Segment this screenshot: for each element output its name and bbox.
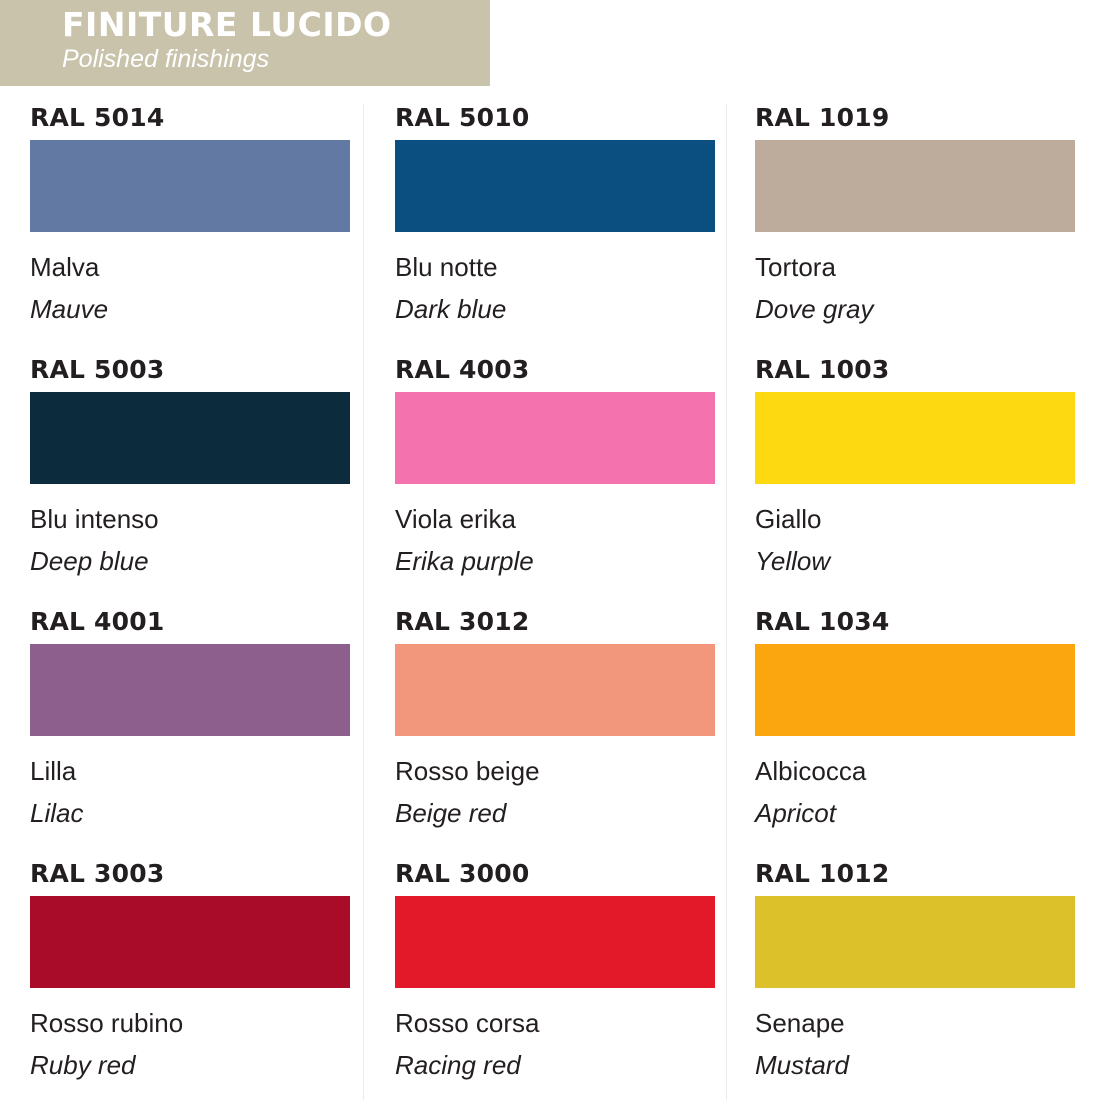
color-name-it: Albicocca xyxy=(755,756,867,786)
color-name-en: Dark blue xyxy=(395,294,507,324)
ral-code: RAL 4001 xyxy=(30,607,165,636)
swatch-card[interactable] xyxy=(363,608,726,860)
color-name-it: Blu intenso xyxy=(30,504,159,534)
swatch-card[interactable] xyxy=(726,608,1100,860)
color-name-it: Rosso corsa xyxy=(395,1008,540,1038)
color-name-en: Deep blue xyxy=(30,546,149,576)
color-name-en: Ruby red xyxy=(30,1050,136,1080)
ral-code: RAL 1003 xyxy=(755,355,890,384)
ral-code: RAL 1019 xyxy=(755,103,890,132)
swatch-card[interactable] xyxy=(0,356,363,608)
color-name-it: Rosso rubino xyxy=(30,1008,184,1038)
color-swatch-grid xyxy=(0,104,1100,1112)
color-swatch xyxy=(30,140,350,232)
color-swatch xyxy=(395,896,715,988)
color-name-it: Giallo xyxy=(755,504,822,534)
color-name-it: Blu notte xyxy=(395,252,498,282)
swatch-card[interactable] xyxy=(726,104,1100,356)
color-name-en: Beige red xyxy=(395,798,507,828)
ral-code: RAL 3012 xyxy=(395,607,530,636)
color-name-en: Racing red xyxy=(395,1050,521,1080)
swatch-card[interactable] xyxy=(0,104,363,356)
color-swatch xyxy=(395,644,715,736)
color-name-en: Yellow xyxy=(755,546,831,576)
swatch-card[interactable] xyxy=(726,356,1100,608)
color-name-en: Lilac xyxy=(30,798,84,828)
swatch-card[interactable] xyxy=(363,356,726,608)
color-name-en: Mustard xyxy=(755,1050,849,1080)
color-swatch xyxy=(30,896,350,988)
color-swatch xyxy=(755,644,1075,736)
ral-code: RAL 5014 xyxy=(30,103,165,132)
color-name-en: Dove gray xyxy=(755,294,874,324)
color-name-it: Rosso beige xyxy=(395,756,540,786)
ral-code: RAL 1012 xyxy=(755,859,890,888)
swatch-card[interactable] xyxy=(363,860,726,1112)
ral-code: RAL 3003 xyxy=(30,859,165,888)
ral-code: RAL 1034 xyxy=(755,607,890,636)
color-swatch xyxy=(755,392,1075,484)
ral-code: RAL 3000 xyxy=(395,859,530,888)
swatch-card[interactable] xyxy=(363,104,726,356)
color-name-it: Tortora xyxy=(755,252,836,282)
page-title: FINITURE LUCIDO xyxy=(62,5,392,44)
page-subtitle: Polished finishings xyxy=(62,45,270,73)
color-name-it: Viola erika xyxy=(395,504,516,534)
color-name-it: Senape xyxy=(755,1008,845,1038)
color-swatch xyxy=(395,140,715,232)
color-name-en: Erika purple xyxy=(395,546,534,576)
color-name-it: Malva xyxy=(30,252,100,282)
color-swatch xyxy=(30,644,350,736)
color-name-en: Apricot xyxy=(755,798,836,828)
swatch-card[interactable] xyxy=(0,860,363,1112)
color-name-it: Lilla xyxy=(30,756,77,786)
ral-code: RAL 5003 xyxy=(30,355,165,384)
ral-code: RAL 4003 xyxy=(395,355,530,384)
swatch-card[interactable] xyxy=(726,860,1100,1112)
header-banner xyxy=(0,0,490,86)
ral-code: RAL 5010 xyxy=(395,103,530,132)
color-swatch xyxy=(755,140,1075,232)
swatch-card[interactable] xyxy=(0,608,363,860)
color-swatch xyxy=(395,392,715,484)
color-name-en: Mauve xyxy=(30,294,109,324)
color-swatch xyxy=(30,392,350,484)
color-swatch xyxy=(755,896,1075,988)
